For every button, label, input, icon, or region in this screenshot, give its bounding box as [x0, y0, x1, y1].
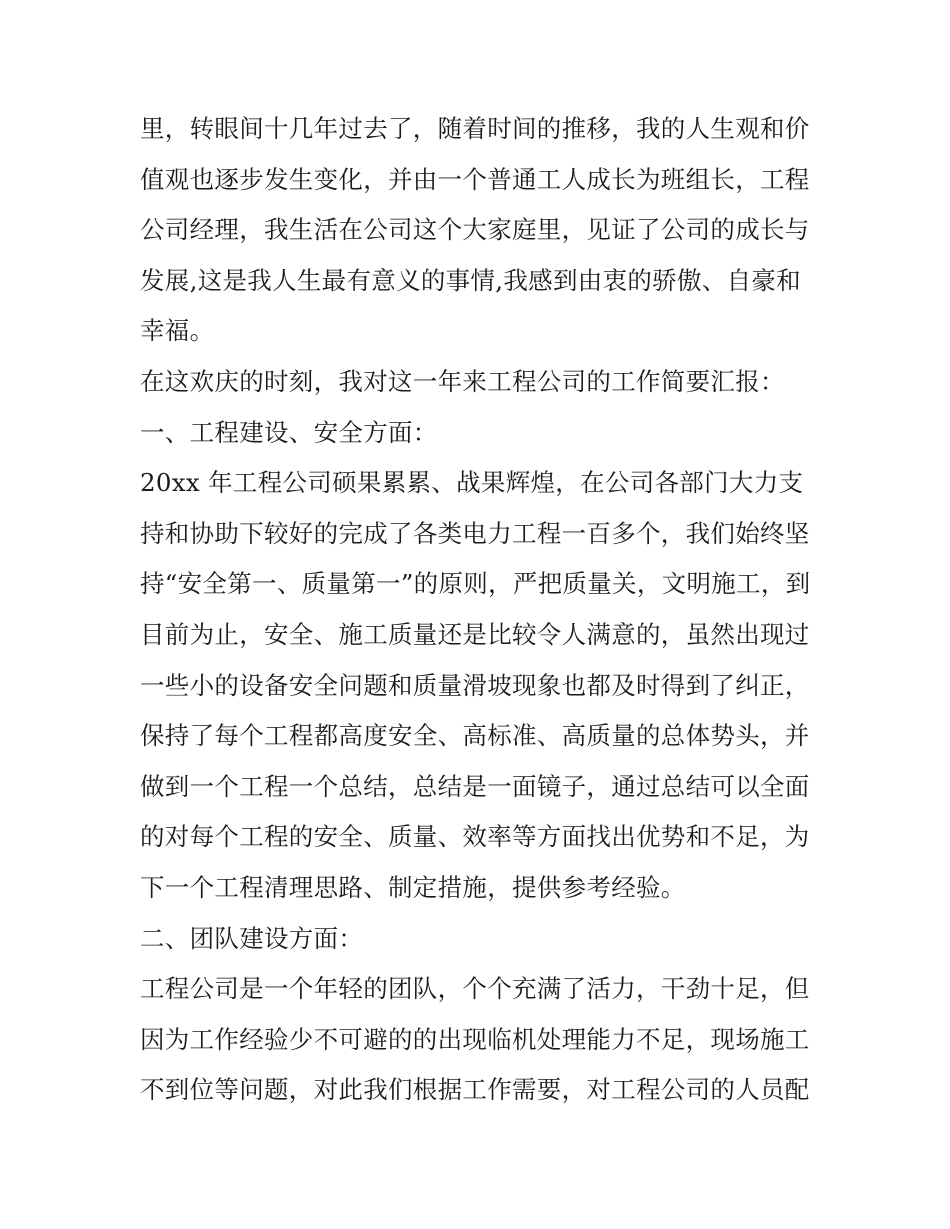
- text-line: 工程公司是一个年轻的团队，个个充满了活力，干劲十足，但: [140, 974, 810, 1004]
- text-line: 不到位等问题，对此我们根据工作需要，对工程公司的人员配: [140, 1075, 810, 1105]
- text-line: 的对每个工程的安全、质量、效率等方面找出优势和不足，为: [140, 822, 810, 852]
- text-line: 发展,这是我人生最有意义的事情,我感到由衷的骄傲、自豪和: [140, 265, 801, 295]
- text-line: 一些小的设备安全问题和质量滑坡现象也都及时得到了纠正，: [140, 670, 810, 700]
- text-line: 20xx 年工程公司硕果累累、战果辉煌，在公司各部门大力支: [140, 468, 804, 498]
- text-line: 持和协助下较好的完成了各类电力工程一百多个，我们始终坚: [140, 518, 810, 548]
- text-line: 在这欢庆的时刻，我对这一年来工程公司的工作简要汇报：: [140, 366, 785, 396]
- text-line: 因为工作经验少不可避的的出现临机处理能力不足，现场施工: [140, 1024, 810, 1054]
- text-line: 下一个工程清理思路、制定措施，提供参考经验。: [140, 872, 686, 902]
- text-line: 值观也逐步发生变化，并由一个普通工人成长为班组长，工程: [140, 164, 810, 194]
- text-line: 公司经理，我生活在公司这个大家庭里，见证了公司的成长与: [140, 215, 810, 245]
- text-line: 保持了每个工程都高度安全、高标准、高质量的总体势头，并: [140, 721, 810, 751]
- text-line: 里，转眼间十几年过去了，随着时间的推移，我的人生观和价: [140, 114, 810, 143]
- text-line: 幸福。: [140, 316, 215, 346]
- text-line: 持“安全第一、质量第一”的原则，严把质量关，文明施工，到: [140, 569, 811, 599]
- text-line: 目前为止，安全、施工质量还是比较令人满意的，虽然出现过: [140, 619, 810, 649]
- section-heading: 二、团队建设方面：: [140, 923, 364, 953]
- text-line: 做到一个工程一个总结，总结是一面镜子，通过总结可以全面: [140, 771, 810, 801]
- document-body: [140, 104, 820, 1116]
- section-heading: 一、工程建设、安全方面：: [140, 417, 438, 447]
